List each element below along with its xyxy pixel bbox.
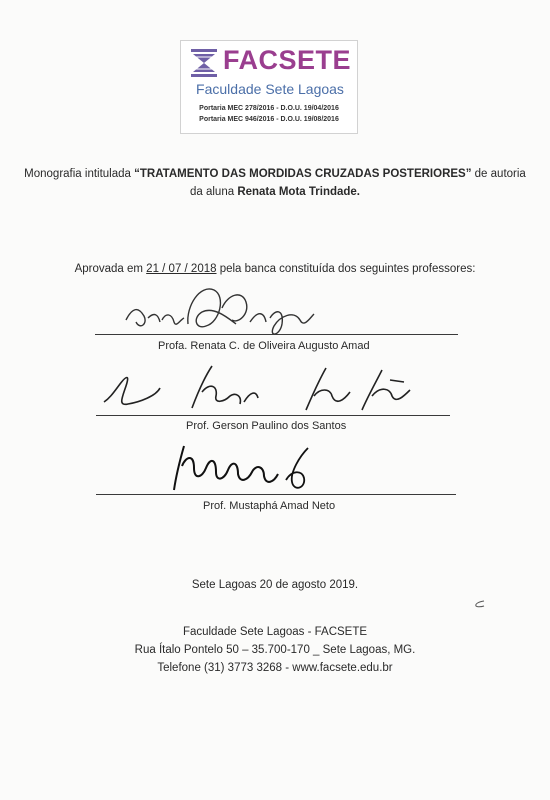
facsete-logo — [180, 40, 358, 134]
signature-line-3 — [96, 494, 456, 495]
facsete-emblem-icon — [191, 49, 217, 77]
signatory-name-3: Prof. Mustaphá Amad Neto — [203, 500, 336, 512]
approval-prefix: Aprovada em — [74, 263, 147, 275]
approval-suffix: pela banca constituída dos seguintes professores: — [216, 263, 476, 275]
logo-name: FACSETE — [223, 45, 352, 75]
signature-line-1 — [95, 334, 458, 335]
signature-line-2 — [96, 415, 450, 416]
statement-middle: de autoria da aluna — [189, 168, 526, 198]
signatory-name-2: Prof. Gerson Paulino dos Santos — [186, 420, 347, 432]
monograph-statement — [20, 165, 530, 201]
pen-mark-icon — [472, 600, 486, 608]
signature-3 — [168, 436, 328, 498]
logo-subtitle: Faculdade Sete Lagoas — [196, 81, 344, 97]
portaria-line-2: Portaria MEC 946/2016 - D.O.U. 19/08/2016 — [199, 116, 339, 123]
portaria-line-1: Portaria MEC 278/2016 - D.O.U. 19/04/2016 — [199, 105, 339, 112]
author-name: Renata Mota Trindade. — [237, 186, 360, 198]
approval-statement — [20, 260, 530, 278]
place-and-date: Sete Lagoas 20 de agosto 2019. — [191, 579, 359, 591]
approval-date: 21 / 07 / 2018 — [146, 263, 217, 275]
monograph-title: “TRATAMENTO DAS MORDIDAS CRUZADAS POSTERIORES” — [134, 168, 472, 180]
signatory-name-1: Profa. Renata C. de Oliveira Augusto Amad — [158, 340, 370, 352]
footer-contact: Telefone (31) 3773 3268 - www.facsete.edu.br — [157, 662, 393, 674]
statement-intro: Monografia intitulada — [24, 168, 135, 180]
signature-1 — [118, 278, 328, 348]
footer-institution: Faculdade Sete Lagoas - FACSETE — [182, 626, 368, 638]
footer-address: Rua Ítalo Pontelo 50 – 35.700-170 _ Sete Lagoas, MG. — [134, 644, 416, 656]
